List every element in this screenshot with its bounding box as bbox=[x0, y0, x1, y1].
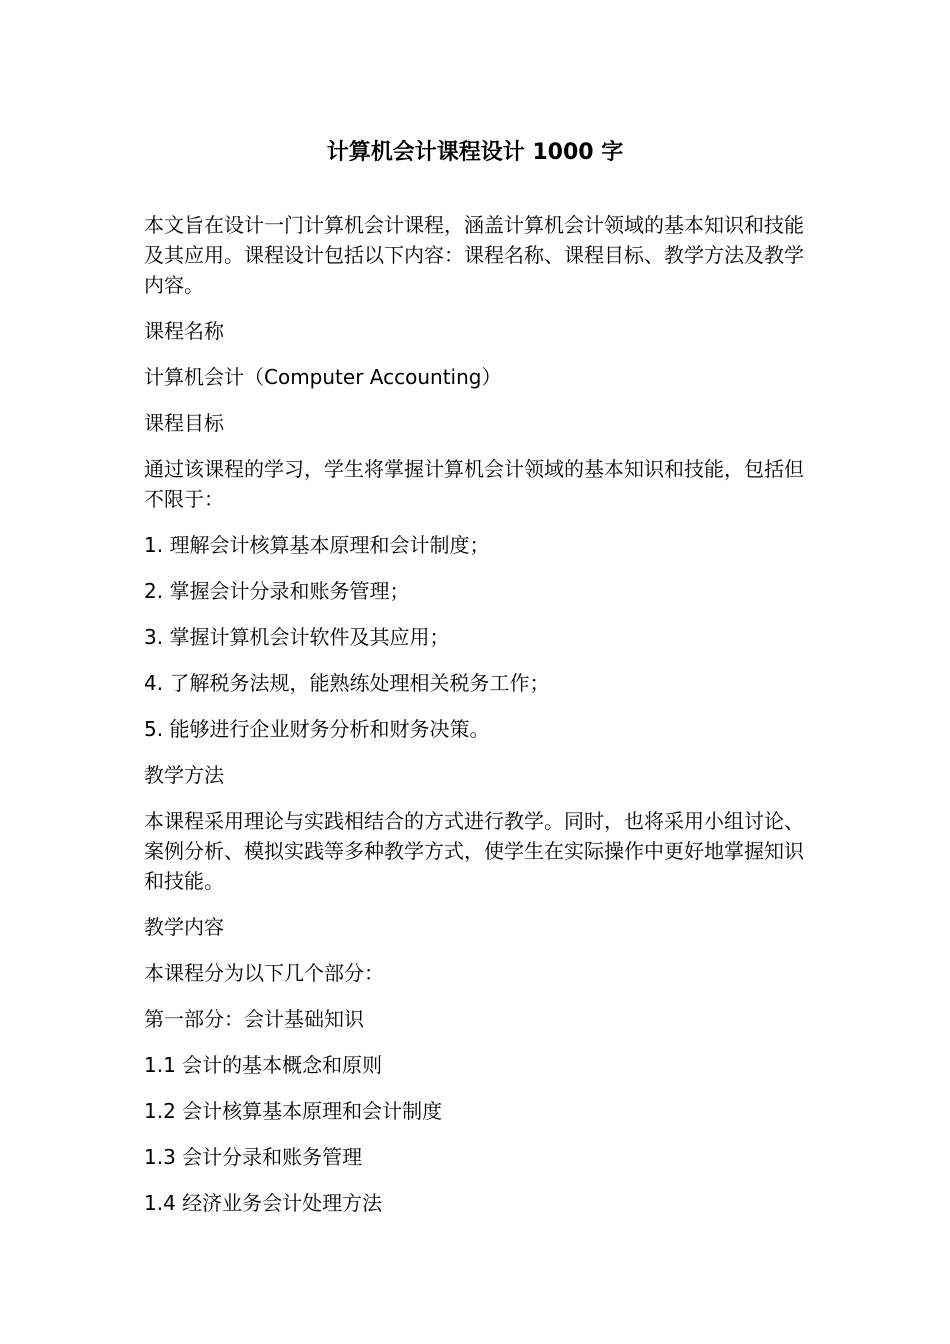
goal-item-5: 5. 能够进行企业财务分析和财务决策。 bbox=[144, 717, 490, 741]
content-item-1-4: 1.4 经济业务会计处理方法 bbox=[144, 1191, 383, 1215]
goal-item-2: 2. 掌握会计分录和账务管理； bbox=[144, 579, 410, 603]
section-heading-course-goals: 课程目标 bbox=[144, 411, 224, 435]
document-title: 计算机会计课程设计 1000 字 bbox=[326, 140, 624, 165]
intro-paragraph: 本文旨在设计一门计算机会计课程，涵盖计算机会计领域的基本知识和技能及其应用。课程设计包括以下内容：课程名称、课程目标、教学方法及教学内容。 bbox=[144, 213, 804, 297]
content-item-1-2: 1.2 会计核算基本原理和会计制度 bbox=[144, 1099, 443, 1123]
section-heading-teaching-methods: 教学方法 bbox=[144, 763, 224, 787]
goal-item-3: 3. 掌握计算机会计软件及其应用； bbox=[144, 625, 450, 649]
goal-item-1: 1. 理解会计核算基本原理和会计制度； bbox=[144, 533, 490, 557]
goals-intro-paragraph: 通过该课程的学习，学生将掌握计算机会计领域的基本知识和技能，包括但不限于： bbox=[144, 457, 804, 511]
content-intro-paragraph: 本课程分为以下几个部分： bbox=[144, 961, 384, 985]
part-one-heading: 第一部分：会计基础知识 bbox=[144, 1007, 364, 1031]
goal-item-4: 4. 了解税务法规，能熟练处理相关税务工作； bbox=[144, 671, 550, 695]
section-heading-course-name: 课程名称 bbox=[144, 319, 224, 343]
content-item-1-3: 1.3 会计分录和账务管理 bbox=[144, 1145, 363, 1169]
content-item-1-1: 1.1 会计的基本概念和原则 bbox=[144, 1053, 383, 1077]
course-name-text: 计算机会计（Computer Accounting） bbox=[144, 365, 502, 389]
teaching-methods-paragraph: 本课程采用理论与实践相结合的方式进行教学。同时，也将采用小组讨论、案例分析、模拟实践等多种教学方式，使学生在实际操作中更好地掌握知识和技能。 bbox=[144, 809, 804, 893]
document-body bbox=[144, 210, 814, 1234]
section-heading-teaching-content: 教学内容 bbox=[144, 915, 224, 939]
